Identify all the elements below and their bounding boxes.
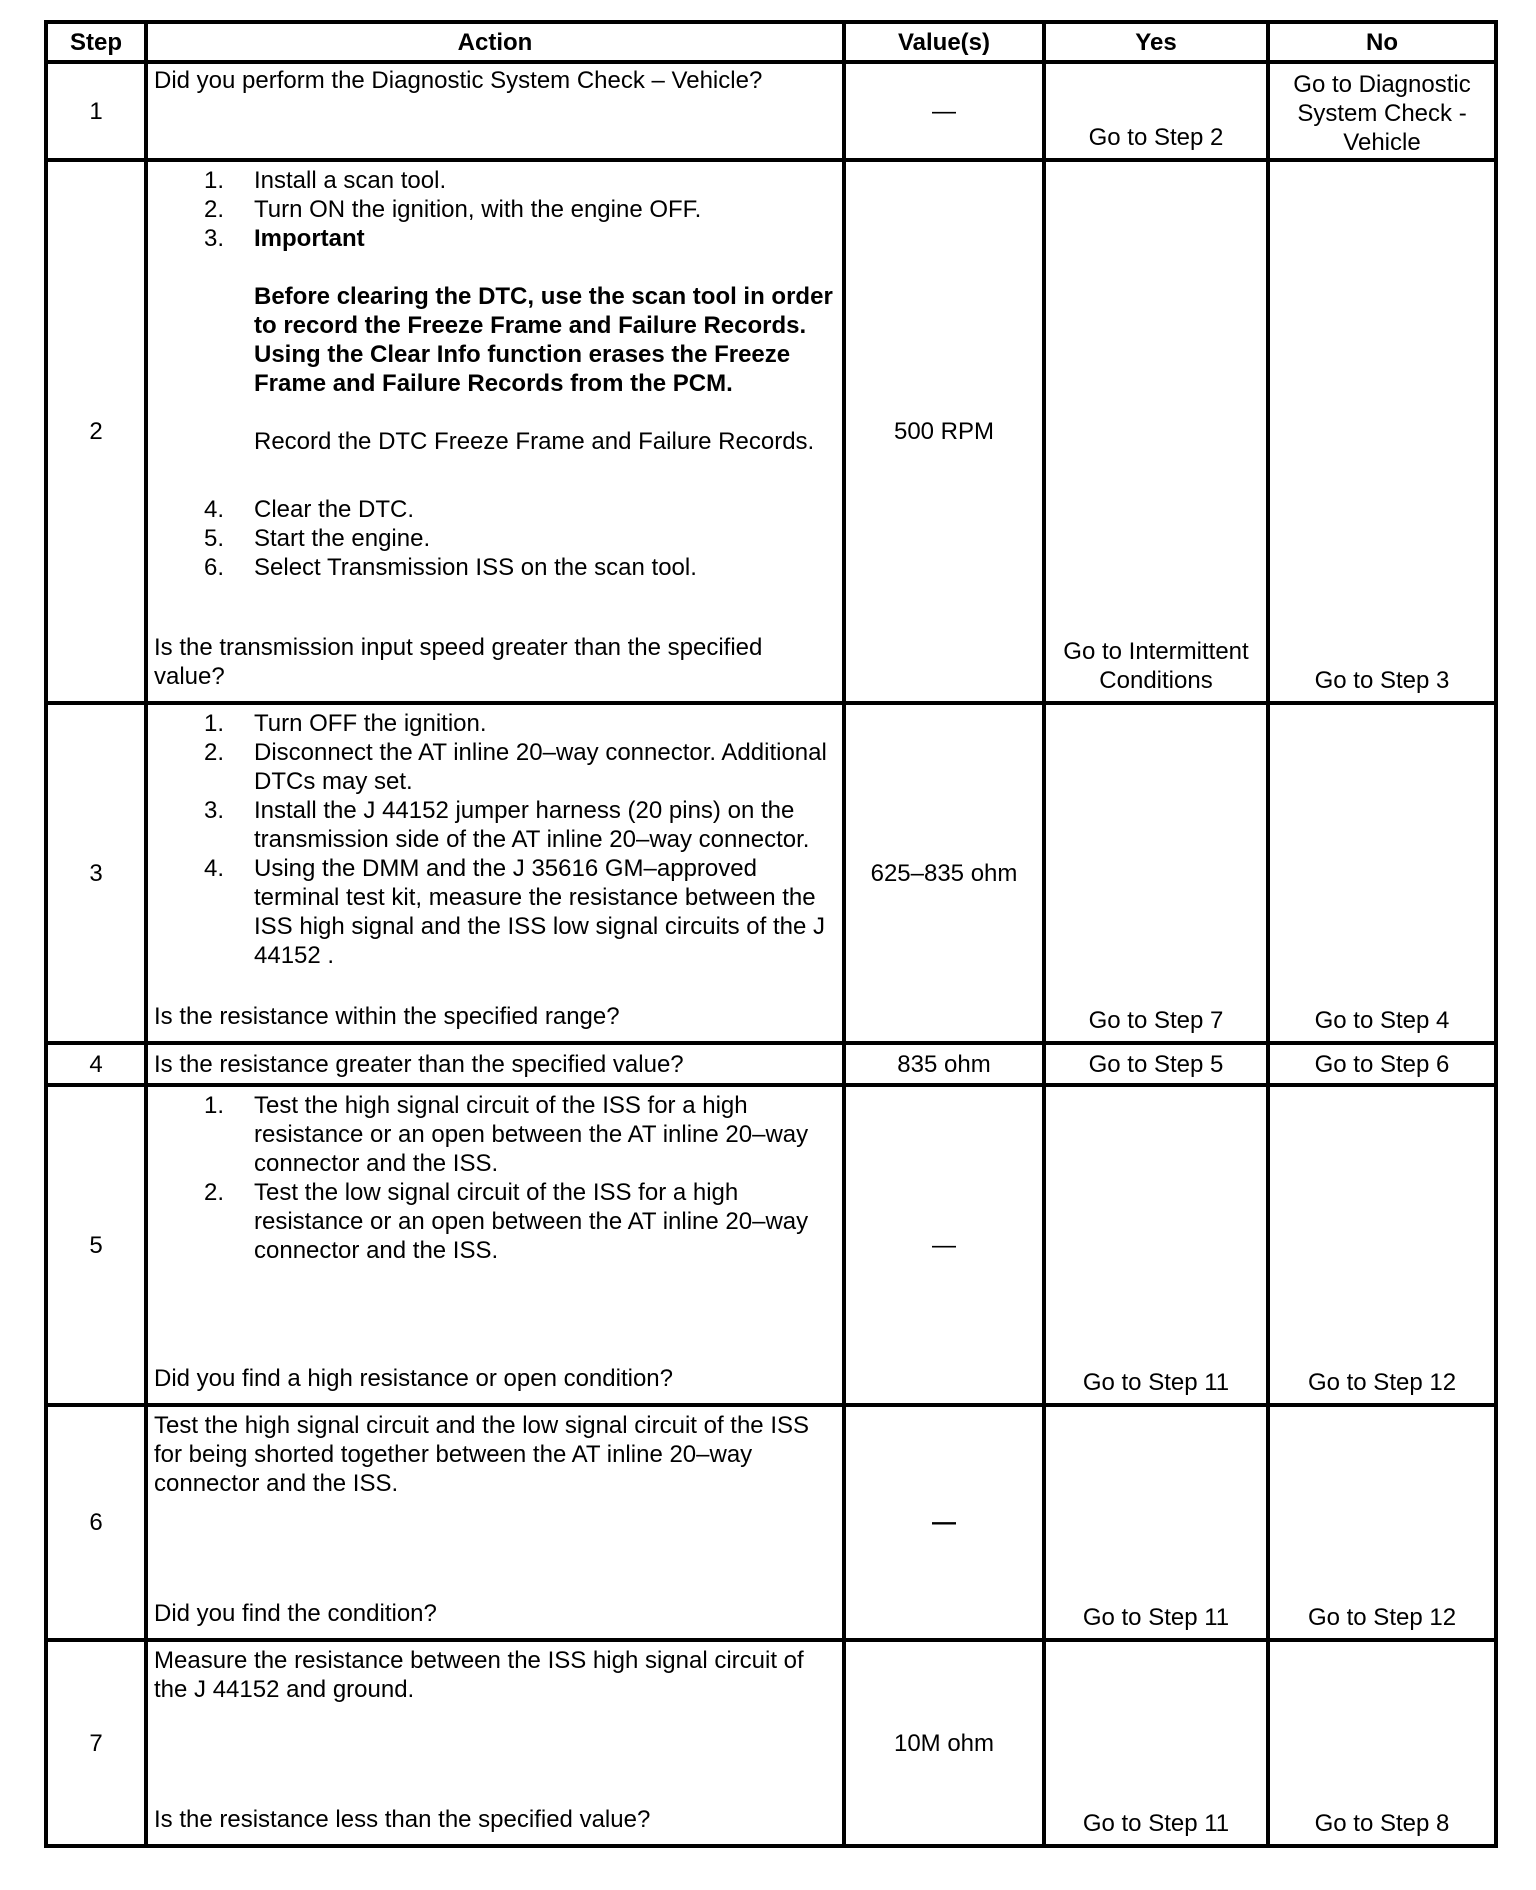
no-link[interactable]: Go to Step 4: [1314, 1007, 1450, 1034]
list-item: 1. Test the high signal circuit of the ISS for a high resistance or an open between the AT inline 20–way connector and the ISS.: [204, 1092, 809, 1177]
value-cell: 625–835 ohm: [844, 703, 1044, 1043]
yes-cell: [1044, 160, 1268, 703]
step-number: 7: [46, 1640, 146, 1846]
list-item: 2. Test the low signal circuit of the ISS for a high resistance or an open between the AT inline 20–way connector and the ISS.: [204, 1179, 809, 1264]
table-row: [46, 1085, 1496, 1405]
no-cell: [1268, 703, 1496, 1043]
important-note: Before clearing the DTC, use the scan tool in order to record the Freeze Frame and Failure Records. Using the Clear Info function erases the Freeze Frame and Failure Records from the PCM.: [254, 283, 833, 397]
no-link[interactable]: Go to Step 6: [1314, 1050, 1450, 1078]
value-cell: —: [844, 62, 1044, 160]
action-text: Test the high signal circuit and the low signal circuit of the ISS for being shorted together between the AT inline 20–way connector and the ISS.: [154, 1412, 810, 1497]
list-item: 2. Disconnect the AT inline 20–way connector. Additional DTCs may set.: [204, 739, 827, 795]
value-cell: 835 ohm: [844, 1043, 1044, 1085]
header-values: Value(s): [844, 22, 1044, 62]
action-question: Is the resistance less than the specified value?: [154, 1806, 651, 1833]
yes-cell: [1044, 1405, 1268, 1640]
record-note: Record the DTC Freeze Frame and Failure Records.: [254, 428, 815, 455]
table-row: [46, 703, 1496, 1043]
no-cell: [1268, 1043, 1496, 1085]
step-number: 4: [46, 1043, 146, 1085]
no-link[interactable]: Go to Step 12: [1307, 1604, 1457, 1631]
table-row: [46, 1640, 1496, 1846]
step-number: 2: [46, 160, 146, 703]
list-item: 2. Turn ON the ignition, with the engine OFF.: [204, 196, 702, 223]
table-row: [46, 1043, 1496, 1085]
action-cell: [146, 160, 844, 703]
value-cell: —: [844, 1405, 1044, 1640]
action-cell: [146, 1405, 844, 1640]
action-question: Did you find the condition?: [154, 1600, 437, 1627]
action-cell: [146, 1043, 844, 1085]
diagnostic-table: [44, 20, 1498, 1848]
yes-cell: [1044, 703, 1268, 1043]
no-link[interactable]: Go to Step 12: [1307, 1369, 1457, 1396]
no-link[interactable]: Go to Step 8: [1314, 1810, 1450, 1837]
no-link[interactable]: Go to Step 3: [1314, 667, 1450, 694]
no-cell: [1268, 1085, 1496, 1405]
header-yes: Yes: [1044, 22, 1268, 62]
action-text: Measure the resistance between the ISS high signal circuit of the J 44152 and ground.: [154, 1647, 804, 1703]
list-item: 4. Using the DMM and the J 35616 GM–approved terminal test kit, measure the resistance between the ISS high signal and the ISS low signal circuits of the J 44152 .: [204, 855, 825, 969]
action-question: Is the resistance greater than the specified value?: [154, 1050, 684, 1078]
step-number: 3: [46, 703, 146, 1043]
value-cell: 500 RPM: [844, 160, 1044, 703]
action-cell: [146, 62, 844, 160]
yes-link[interactable]: Go to Step 11: [1082, 1369, 1230, 1396]
yes-cell: [1044, 1043, 1268, 1085]
action-question: Is the resistance within the specified range?: [154, 1003, 620, 1030]
diagnostic-table-sheet: [44, 20, 1494, 1844]
action-question: Did you perform the Diagnostic System Check – Vehicle?: [154, 67, 763, 94]
yes-link[interactable]: Go to Step 7: [1088, 1007, 1224, 1034]
action-question: Did you find a high resistance or open condition?: [154, 1365, 673, 1392]
no-cell: [1268, 1405, 1496, 1640]
list-item: 5. Start the engine.: [204, 525, 431, 552]
action-cell: [146, 703, 844, 1043]
yes-link[interactable]: Go to Step 11: [1082, 1810, 1230, 1837]
step-number: 5: [46, 1085, 146, 1405]
yes-link[interactable]: Go to Step 2: [1088, 124, 1224, 151]
no-cell: [1268, 62, 1496, 160]
no-link[interactable]: Go to Diagnostic System Check - Vehicle: [1293, 71, 1471, 156]
table-row: [46, 160, 1496, 703]
yes-link[interactable]: Go to Step 5: [1088, 1050, 1224, 1078]
yes-cell: [1044, 1640, 1268, 1846]
action-question: Is the transmission input speed greater than the specified value?: [154, 634, 763, 690]
action-steps: [154, 166, 838, 253]
action-steps: [154, 495, 838, 582]
action-steps: [154, 1091, 838, 1265]
value-cell: —: [844, 1085, 1044, 1405]
table-row: [46, 62, 1496, 160]
list-item: 4. Clear the DTC.: [204, 496, 415, 523]
action-steps: [154, 709, 838, 970]
step-number: 1: [46, 62, 146, 160]
header-action: Action: [146, 22, 844, 62]
header-step: Step: [46, 22, 146, 62]
yes-cell: [1044, 62, 1268, 160]
list-item: 3. Install the J 44152 jumper harness (20 pins) on the transmission side of the AT inline 20–way connector.: [204, 797, 810, 853]
value-cell: 10M ohm: [844, 1640, 1044, 1846]
action-cell: [146, 1640, 844, 1846]
step-number: 6: [46, 1405, 146, 1640]
no-cell: [1268, 160, 1496, 703]
list-item: 3. Important: [204, 225, 365, 252]
yes-cell: [1044, 1085, 1268, 1405]
yes-link[interactable]: Go to Step 11: [1082, 1604, 1230, 1631]
list-item: 1. Install a scan tool.: [204, 167, 447, 194]
list-item: 1. Turn OFF the ignition.: [204, 710, 487, 737]
action-cell: [146, 1085, 844, 1405]
list-item: 6. Select Transmission ISS on the scan tool.: [204, 554, 697, 581]
table-row: [46, 1405, 1496, 1640]
header-row: [46, 22, 1496, 62]
header-no: No: [1268, 22, 1496, 62]
no-cell: [1268, 1640, 1496, 1846]
yes-link[interactable]: Go to Intermittent Conditions: [1063, 638, 1249, 694]
